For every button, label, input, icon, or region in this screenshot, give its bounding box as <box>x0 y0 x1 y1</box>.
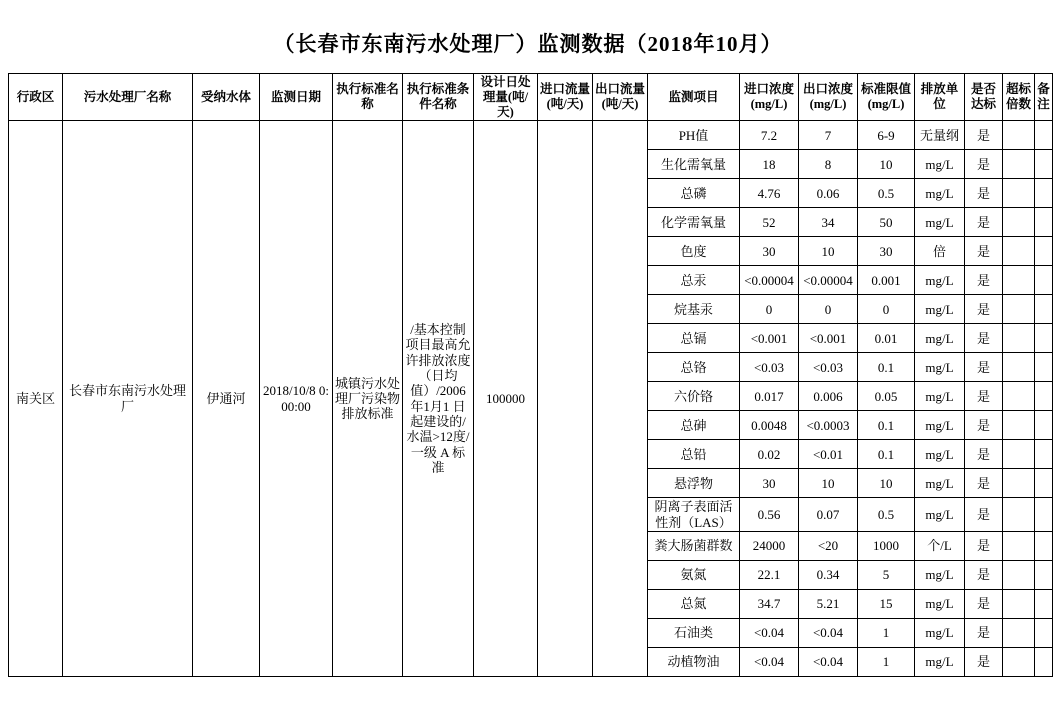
cell-note <box>1035 121 1053 150</box>
monitoring-data-table <box>8 73 1053 677</box>
cell-monitor-item: 氨氮 <box>648 560 740 589</box>
cell-district: 南关区 <box>9 121 63 677</box>
cell-monitor-item: 总铅 <box>648 440 740 469</box>
cell-qualified: 是 <box>965 324 1003 353</box>
header-inlet-concentration: 进口浓度(mg/L) <box>740 74 799 121</box>
cell-emission-unit: mg/L <box>915 469 965 498</box>
cell-note <box>1035 382 1053 411</box>
cell-outlet-concentration: 8 <box>799 150 858 179</box>
cell-outlet-concentration: 0.07 <box>799 498 858 532</box>
cell-outlet-concentration: <0.01 <box>799 440 858 469</box>
cell-emission-unit: mg/L <box>915 589 965 618</box>
cell-emission-unit: mg/L <box>915 647 965 676</box>
cell-emission-unit: mg/L <box>915 411 965 440</box>
cell-qualified: 是 <box>965 295 1003 324</box>
cell-exceed-ratio <box>1003 411 1035 440</box>
header-qualified: 是否达标 <box>965 74 1003 121</box>
cell-inlet-concentration: 7.2 <box>740 121 799 150</box>
cell-inlet-concentration: 4.76 <box>740 179 799 208</box>
cell-standard-condition: /基本控制项目最高允许排放浓度（日均值）/2006 年1月1 日起建设的/水温>12度/一级 A 标准 <box>403 121 474 677</box>
cell-monitor-item: 色度 <box>648 237 740 266</box>
cell-exceed-ratio <box>1003 560 1035 589</box>
cell-note <box>1035 560 1053 589</box>
header-row <box>9 74 1053 121</box>
cell-standard-limit: 10 <box>858 469 915 498</box>
cell-inlet-concentration: 0.02 <box>740 440 799 469</box>
cell-emission-unit: mg/L <box>915 382 965 411</box>
cell-inlet-concentration: 30 <box>740 469 799 498</box>
cell-qualified: 是 <box>965 589 1003 618</box>
cell-emission-unit: mg/L <box>915 208 965 237</box>
cell-emission-unit: mg/L <box>915 295 965 324</box>
header-monitor-item: 监测项目 <box>648 74 740 121</box>
cell-qualified: 是 <box>965 469 1003 498</box>
cell-standard-limit: 0.001 <box>858 266 915 295</box>
cell-standard-limit: 5 <box>858 560 915 589</box>
header-monitor-date: 监测日期 <box>260 74 333 121</box>
cell-monitor-item: 烷基汞 <box>648 295 740 324</box>
cell-outlet-concentration: <0.001 <box>799 324 858 353</box>
cell-standard-limit: 50 <box>858 208 915 237</box>
header-emission-unit: 排放单位 <box>915 74 965 121</box>
cell-emission-unit: mg/L <box>915 150 965 179</box>
cell-note <box>1035 150 1053 179</box>
cell-inlet-concentration: <0.001 <box>740 324 799 353</box>
cell-inlet-flow <box>538 121 593 677</box>
cell-monitor-item: 阴离子表面活性剂（LAS） <box>648 498 740 532</box>
header-standard-condition: 执行标准条件名称 <box>403 74 474 121</box>
cell-emission-unit: mg/L <box>915 266 965 295</box>
page-title: （长春市东南污水处理厂）监测数据（2018年10月） <box>273 32 783 56</box>
cell-exceed-ratio <box>1003 531 1035 560</box>
cell-note <box>1035 353 1053 382</box>
cell-monitor-date: 2018/10/8 0:00:00 <box>260 121 333 677</box>
cell-exceed-ratio <box>1003 647 1035 676</box>
cell-exceed-ratio <box>1003 618 1035 647</box>
cell-qualified: 是 <box>965 208 1003 237</box>
cell-note <box>1035 411 1053 440</box>
cell-inlet-concentration: 30 <box>740 237 799 266</box>
cell-outlet-concentration: 10 <box>799 469 858 498</box>
cell-inlet-concentration: 0.017 <box>740 382 799 411</box>
cell-outlet-concentration: <0.0003 <box>799 411 858 440</box>
cell-note <box>1035 266 1053 295</box>
cell-inlet-concentration: <0.00004 <box>740 266 799 295</box>
cell-outlet-concentration: 7 <box>799 121 858 150</box>
cell-monitor-item: 六价铬 <box>648 382 740 411</box>
cell-inlet-concentration: <0.04 <box>740 647 799 676</box>
cell-exceed-ratio <box>1003 469 1035 498</box>
cell-standard-limit: 0.1 <box>858 353 915 382</box>
table-header <box>9 74 1053 121</box>
cell-qualified: 是 <box>965 353 1003 382</box>
cell-monitor-item: 总氮 <box>648 589 740 618</box>
cell-outlet-concentration: 0.06 <box>799 179 858 208</box>
cell-qualified: 是 <box>965 179 1003 208</box>
cell-standard-limit: 15 <box>858 589 915 618</box>
cell-outlet-concentration: 0.006 <box>799 382 858 411</box>
cell-standard-limit: 0.5 <box>858 179 915 208</box>
cell-exceed-ratio <box>1003 295 1035 324</box>
cell-emission-unit: mg/L <box>915 498 965 532</box>
cell-qualified: 是 <box>965 121 1003 150</box>
cell-exceed-ratio <box>1003 266 1035 295</box>
cell-exceed-ratio <box>1003 353 1035 382</box>
cell-standard-limit: 0.01 <box>858 324 915 353</box>
cell-note <box>1035 237 1053 266</box>
cell-note <box>1035 647 1053 676</box>
cell-plant-name: 长春市东南污水处理厂 <box>63 121 193 677</box>
cell-monitor-item: 总镉 <box>648 324 740 353</box>
cell-monitor-item: 化学需氧量 <box>648 208 740 237</box>
cell-outlet-flow <box>593 121 648 677</box>
cell-note <box>1035 589 1053 618</box>
cell-outlet-concentration: <0.04 <box>799 647 858 676</box>
cell-exceed-ratio <box>1003 589 1035 618</box>
cell-emission-unit: mg/L <box>915 324 965 353</box>
cell-inlet-concentration: 22.1 <box>740 560 799 589</box>
cell-standard-limit: 1000 <box>858 531 915 560</box>
cell-qualified: 是 <box>965 647 1003 676</box>
cell-outlet-concentration: 10 <box>799 237 858 266</box>
header-design-capacity: 设计日处理量(吨/天) <box>474 74 538 121</box>
cell-outlet-concentration: <0.03 <box>799 353 858 382</box>
cell-qualified: 是 <box>965 382 1003 411</box>
cell-standard-limit: 0.1 <box>858 440 915 469</box>
cell-emission-unit: mg/L <box>915 353 965 382</box>
header-outlet-flow: 出口流量(吨/天) <box>593 74 648 121</box>
cell-monitor-item: 石油类 <box>648 618 740 647</box>
cell-monitor-item: 总汞 <box>648 266 740 295</box>
cell-standard-limit: 6-9 <box>858 121 915 150</box>
cell-exceed-ratio <box>1003 237 1035 266</box>
cell-emission-unit: mg/L <box>915 560 965 589</box>
cell-outlet-concentration: 34 <box>799 208 858 237</box>
cell-monitor-item: 粪大肠菌群数 <box>648 531 740 560</box>
cell-qualified: 是 <box>965 498 1003 532</box>
cell-standard-limit: 10 <box>858 150 915 179</box>
cell-emission-unit: 个/L <box>915 531 965 560</box>
cell-inlet-concentration: <0.03 <box>740 353 799 382</box>
cell-exceed-ratio <box>1003 179 1035 208</box>
cell-note <box>1035 179 1053 208</box>
cell-inlet-concentration: 52 <box>740 208 799 237</box>
cell-inlet-concentration: 24000 <box>740 531 799 560</box>
header-standard-limit: 标准限值(mg/L) <box>858 74 915 121</box>
cell-monitor-item: PH值 <box>648 121 740 150</box>
cell-qualified: 是 <box>965 560 1003 589</box>
cell-note <box>1035 531 1053 560</box>
cell-exceed-ratio <box>1003 150 1035 179</box>
cell-note <box>1035 498 1053 532</box>
table-body <box>9 121 1053 677</box>
cell-note <box>1035 469 1053 498</box>
cell-monitor-item: 总磷 <box>648 179 740 208</box>
monitor-row <box>9 121 1053 150</box>
cell-exceed-ratio <box>1003 121 1035 150</box>
cell-monitor-item: 总铬 <box>648 353 740 382</box>
header-exceed-ratio: 超标倍数 <box>1003 74 1035 121</box>
cell-emission-unit: 倍 <box>915 237 965 266</box>
cell-standard-name: 城镇污水处理厂污染物排放标准 <box>333 121 403 677</box>
cell-inlet-concentration: <0.04 <box>740 618 799 647</box>
cell-standard-limit: 0 <box>858 295 915 324</box>
cell-emission-unit: 无量纲 <box>915 121 965 150</box>
cell-exceed-ratio <box>1003 498 1035 532</box>
cell-qualified: 是 <box>965 237 1003 266</box>
header-inlet-flow: 进口流量(吨/天) <box>538 74 593 121</box>
cell-monitor-item: 悬浮物 <box>648 469 740 498</box>
header-standard-name: 执行标准名称 <box>333 74 403 121</box>
cell-note <box>1035 618 1053 647</box>
cell-outlet-concentration: 0 <box>799 295 858 324</box>
cell-standard-limit: 0.1 <box>858 411 915 440</box>
cell-outlet-concentration: <0.04 <box>799 618 858 647</box>
cell-emission-unit: mg/L <box>915 618 965 647</box>
header-district: 行政区 <box>9 74 63 121</box>
cell-receiving-water: 伊通河 <box>193 121 260 677</box>
cell-qualified: 是 <box>965 411 1003 440</box>
cell-exceed-ratio <box>1003 208 1035 237</box>
cell-monitor-item: 动植物油 <box>648 647 740 676</box>
cell-standard-limit: 0.05 <box>858 382 915 411</box>
cell-note <box>1035 208 1053 237</box>
cell-qualified: 是 <box>965 618 1003 647</box>
cell-inlet-concentration: 0 <box>740 295 799 324</box>
cell-standard-limit: 30 <box>858 237 915 266</box>
cell-note <box>1035 440 1053 469</box>
cell-emission-unit: mg/L <box>915 440 965 469</box>
cell-qualified: 是 <box>965 266 1003 295</box>
cell-note <box>1035 324 1053 353</box>
cell-inlet-concentration: 18 <box>740 150 799 179</box>
cell-standard-limit: 0.5 <box>858 498 915 532</box>
header-receiving-water: 受纳水体 <box>193 74 260 121</box>
cell-standard-limit: 1 <box>858 647 915 676</box>
cell-qualified: 是 <box>965 150 1003 179</box>
cell-qualified: 是 <box>965 440 1003 469</box>
cell-outlet-concentration: <20 <box>799 531 858 560</box>
cell-inlet-concentration: 0.56 <box>740 498 799 532</box>
cell-monitor-item: 生化需氧量 <box>648 150 740 179</box>
header-note: 备注 <box>1035 74 1053 121</box>
header-outlet-concentration: 出口浓度(mg/L) <box>799 74 858 121</box>
cell-emission-unit: mg/L <box>915 179 965 208</box>
cell-outlet-concentration: <0.00004 <box>799 266 858 295</box>
cell-qualified: 是 <box>965 531 1003 560</box>
cell-inlet-concentration: 34.7 <box>740 589 799 618</box>
cell-exceed-ratio <box>1003 324 1035 353</box>
cell-outlet-concentration: 5.21 <box>799 589 858 618</box>
header-plant-name: 污水处理厂名称 <box>63 74 193 121</box>
cell-design-capacity: 100000 <box>474 121 538 677</box>
cell-inlet-concentration: 0.0048 <box>740 411 799 440</box>
cell-monitor-item: 总砷 <box>648 411 740 440</box>
cell-exceed-ratio <box>1003 382 1035 411</box>
cell-note <box>1035 295 1053 324</box>
cell-outlet-concentration: 0.34 <box>799 560 858 589</box>
cell-standard-limit: 1 <box>858 618 915 647</box>
cell-exceed-ratio <box>1003 440 1035 469</box>
